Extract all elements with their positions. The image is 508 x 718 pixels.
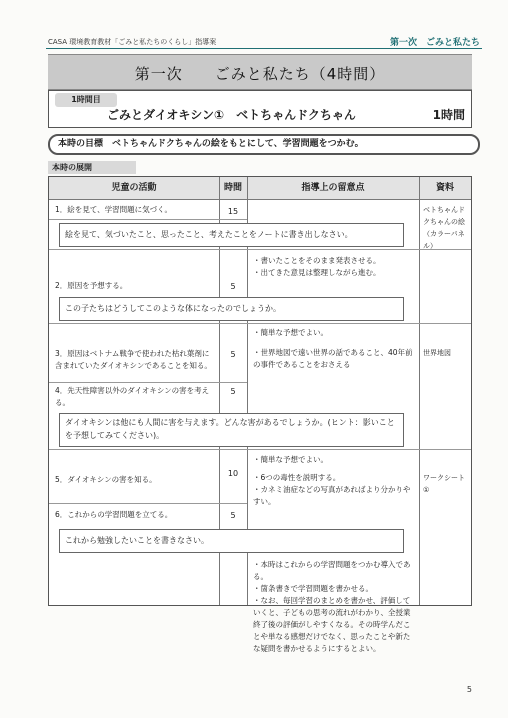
activity-5: 5．ダイオキシンの害を知る。	[55, 475, 157, 484]
note-6: ・本時はこれからの学習問題をつかむ導入である。 ・箇条書きで学習問題を書かせる。 ・なお、毎回学習のまとめを書かせ、評価していくと、子どもの思考の流れがわかり、全授業終了後の評価がしやすくなる。その時学んだことや単なる感想だけでなく、思ったことや新たな疑問を書かせるようにするとよい。	[253, 560, 411, 653]
header-notes: 指導上の留意点	[247, 177, 419, 200]
row-divider	[49, 503, 247, 504]
activity-3: 3．原因はベトナム戦争で使われた枯れ葉剤に含まれていたダイオキシンであることを知る。	[55, 349, 212, 370]
row-divider	[49, 323, 247, 324]
flow-tag: 本時の展開	[48, 161, 136, 174]
time-1: 15	[227, 207, 239, 216]
activity-6: 6．これからの学習問題を立てる。	[55, 510, 173, 519]
question-box-3: ダイオキシンは他にも人間に害を与えます。どんな害があるでしょうか。(ヒント：影いことを予想してみてください)。	[59, 413, 404, 447]
chapter-banner	[48, 54, 472, 90]
question-box-4: これから勉強したいことを書きなさい。	[59, 529, 404, 553]
lesson-box	[48, 90, 472, 128]
row-divider	[247, 449, 471, 450]
row-divider	[247, 323, 471, 324]
material-1: ベトちゃんドクちゃんの絵（カラーパネル）	[423, 206, 465, 250]
row-divider	[49, 449, 247, 450]
chapter-title: 第一次 ごみと私たち（4時間）	[134, 65, 386, 83]
note-3: ・世界地図で遠い世界の話であること、40年前の事件であることをおさえる	[253, 348, 413, 369]
time-6: 5	[230, 511, 236, 520]
row-divider	[49, 382, 247, 383]
activity-4: 4．先天性障害以外のダイオキシンの害を考える。	[55, 386, 210, 407]
header-materials: 資料	[419, 177, 471, 200]
time-4: 5	[230, 387, 236, 396]
time-3: 5	[230, 350, 236, 359]
question-box-1: 絵を見て、気づいたこと、思ったこと、考えたことをノートに書き出しなさい。	[59, 223, 404, 247]
lesson-tag: 1時間目	[55, 93, 117, 107]
activity-2: 2．原因を予想する。	[55, 281, 128, 290]
lesson-plan-table	[48, 176, 472, 653]
row-divider	[49, 249, 247, 250]
header-activities: 児童の活動	[49, 177, 219, 200]
note-1: ・書いたことをそのまま発表させる。 ・出てきた意見は整理しながら進む。	[253, 256, 381, 277]
question-box-2: この子たちはどうしてこのような体になったのでしょうか。	[59, 297, 404, 321]
note-5: ・6つの毒性を説明する。 ・カネミ油症などの写真があればより分かりやすい。	[253, 473, 411, 506]
material-2: 世界地図	[423, 349, 451, 357]
row-divider	[49, 219, 247, 220]
lesson-goal: 本時の目標 ベトちゃんドクちゃんの絵をもとにして、学習問題をつかむ。	[48, 134, 480, 155]
column-divider	[419, 177, 420, 605]
section-header: 第一次 ごみと私たち	[389, 38, 480, 48]
time-2: 5	[230, 282, 236, 291]
header-time: 時間	[219, 177, 247, 200]
activity-1: 1．絵を見て、学習問題に気づく。	[55, 205, 172, 214]
lesson-hours: 1時間	[432, 108, 465, 122]
page-number: 5	[466, 685, 472, 694]
time-5: 10	[227, 469, 239, 478]
lesson-title: ごみとダイオキシン① ベトちゃんドクちゃん	[107, 108, 356, 122]
running-header: CASA 環境教育教材「ごみと私たちのくらし」指導案	[48, 38, 217, 46]
note-4: ・簡単な予想でよい。	[253, 455, 328, 464]
header-rule	[46, 48, 482, 49]
note-2: ・簡単な予想でよい。	[253, 328, 328, 337]
material-3: ワークシート①	[423, 474, 465, 494]
